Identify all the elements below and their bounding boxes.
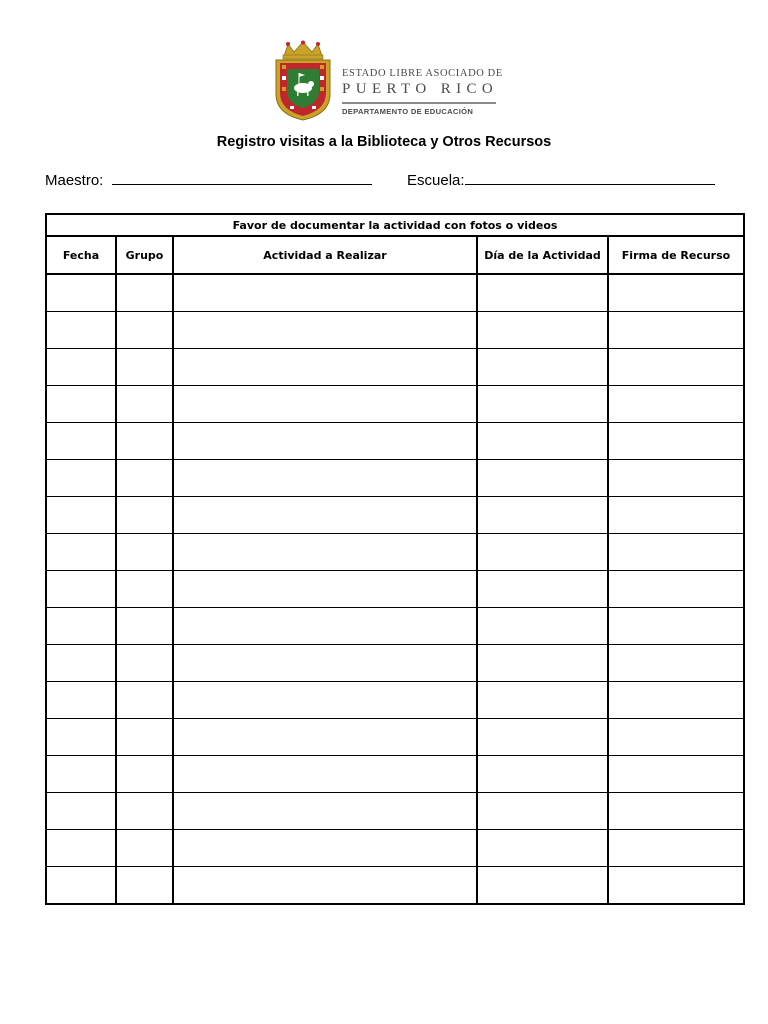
agency-line-puerto-rico: PUERTO RICO [342, 81, 499, 97]
cell-grupo[interactable] [116, 460, 173, 497]
cell-firma[interactable] [608, 608, 744, 645]
cell-firma[interactable] [608, 534, 744, 571]
maestro-label: Maestro: [45, 172, 108, 189]
cell-dia[interactable] [477, 867, 608, 905]
cell-dia[interactable] [477, 608, 608, 645]
cell-dia[interactable] [477, 756, 608, 793]
cell-actividad[interactable] [173, 793, 477, 830]
cell-fecha[interactable] [46, 608, 116, 645]
cell-firma[interactable] [608, 682, 744, 719]
cell-actividad[interactable] [173, 386, 477, 423]
cell-actividad[interactable] [173, 867, 477, 905]
cell-grupo[interactable] [116, 830, 173, 867]
cell-actividad[interactable] [173, 534, 477, 571]
cell-fecha[interactable] [46, 386, 116, 423]
agency-line-department: DEPARTAMENTO DE EDUCACIÓN [342, 106, 474, 116]
cell-dia[interactable] [477, 719, 608, 756]
cell-firma[interactable] [608, 571, 744, 608]
table-row [46, 534, 744, 571]
cell-fecha[interactable] [46, 460, 116, 497]
cell-dia[interactable] [477, 274, 608, 312]
agency-name [342, 67, 503, 118]
cell-dia[interactable] [477, 645, 608, 682]
cell-fecha[interactable] [46, 793, 116, 830]
cell-actividad[interactable] [173, 830, 477, 867]
cell-actividad[interactable] [173, 312, 477, 349]
cell-firma[interactable] [608, 460, 744, 497]
cell-grupo[interactable] [116, 534, 173, 571]
cell-firma[interactable] [608, 497, 744, 534]
cell-dia[interactable] [477, 423, 608, 460]
header-row [46, 236, 744, 274]
cell-fecha[interactable] [46, 645, 116, 682]
cell-fecha[interactable] [46, 719, 116, 756]
cell-fecha[interactable] [46, 682, 116, 719]
cell-grupo[interactable] [116, 793, 173, 830]
cell-fecha[interactable] [46, 571, 116, 608]
cell-grupo[interactable] [116, 349, 173, 386]
cell-fecha[interactable] [46, 756, 116, 793]
cell-grupo[interactable] [116, 497, 173, 534]
cell-grupo[interactable] [116, 608, 173, 645]
cell-firma[interactable] [608, 349, 744, 386]
visit-log-body [46, 274, 744, 904]
cell-grupo[interactable] [116, 274, 173, 312]
cell-dia[interactable] [477, 497, 608, 534]
cell-grupo[interactable] [116, 645, 173, 682]
maestro-blank-line[interactable] [112, 172, 372, 185]
agency-line-state: ESTADO LIBRE ASOCIADO DE [342, 68, 503, 79]
escuela-field [407, 172, 715, 189]
cell-firma[interactable] [608, 423, 744, 460]
cell-grupo[interactable] [116, 756, 173, 793]
cell-actividad[interactable] [173, 423, 477, 460]
cell-firma[interactable] [608, 645, 744, 682]
cell-firma[interactable] [608, 312, 744, 349]
cell-actividad[interactable] [173, 645, 477, 682]
cell-actividad[interactable] [173, 349, 477, 386]
table-row [46, 867, 744, 905]
cell-fecha[interactable] [46, 497, 116, 534]
cell-dia[interactable] [477, 312, 608, 349]
cell-firma[interactable] [608, 386, 744, 423]
column-header-dia: Día de la Actividad [477, 236, 608, 274]
cell-firma[interactable] [608, 719, 744, 756]
cell-fecha[interactable] [46, 312, 116, 349]
cell-actividad[interactable] [173, 756, 477, 793]
table-row [46, 274, 744, 312]
cell-firma[interactable] [608, 756, 744, 793]
cell-dia[interactable] [477, 534, 608, 571]
column-header-fecha: Fecha [46, 236, 116, 274]
cell-grupo[interactable] [116, 423, 173, 460]
coat-of-arms-icon [270, 40, 336, 122]
cell-fecha[interactable] [46, 349, 116, 386]
document-title: Registro visitas a la Biblioteca y Otros Recursos [216, 134, 552, 150]
visit-log-table [45, 213, 745, 905]
cell-grupo[interactable] [116, 312, 173, 349]
cell-grupo[interactable] [116, 571, 173, 608]
cell-fecha[interactable] [46, 867, 116, 905]
cell-firma[interactable] [608, 867, 744, 905]
table-row [46, 386, 744, 423]
cell-dia[interactable] [477, 793, 608, 830]
cell-actividad[interactable] [173, 682, 477, 719]
cell-actividad[interactable] [173, 497, 477, 534]
escuela-blank-line[interactable] [465, 172, 715, 185]
table-row [46, 793, 744, 830]
column-header-firma: Firma de Recurso [608, 236, 744, 274]
table-row [46, 682, 744, 719]
cell-fecha[interactable] [46, 830, 116, 867]
table-row [46, 756, 744, 793]
photo-video-notice: Favor de documentar la actividad con fotos o videos [46, 214, 744, 236]
cell-grupo[interactable] [116, 386, 173, 423]
table-row [46, 497, 744, 534]
table-row [46, 608, 744, 645]
cell-grupo[interactable] [116, 682, 173, 719]
maestro-field [45, 172, 372, 189]
column-header-actividad: Actividad a Realizar [173, 236, 477, 274]
cell-actividad[interactable] [173, 571, 477, 608]
cell-firma[interactable] [608, 274, 744, 312]
cell-actividad[interactable] [173, 460, 477, 497]
cell-fecha[interactable] [46, 274, 116, 312]
table-row [46, 312, 744, 349]
table-row [46, 460, 744, 497]
escuela-label: Escuela: [407, 172, 465, 189]
table-row [46, 349, 744, 386]
table-row [46, 571, 744, 608]
column-header-grupo: Grupo [116, 236, 173, 274]
cell-dia[interactable] [477, 386, 608, 423]
cell-dia[interactable] [477, 830, 608, 867]
agency-divider [342, 102, 496, 104]
cell-firma[interactable] [608, 793, 744, 830]
table-row [46, 423, 744, 460]
cell-dia[interactable] [477, 460, 608, 497]
cell-actividad[interactable] [173, 608, 477, 645]
cell-dia[interactable] [477, 349, 608, 386]
cell-actividad[interactable] [173, 274, 477, 312]
cell-dia[interactable] [477, 571, 608, 608]
cell-dia[interactable] [477, 682, 608, 719]
cell-fecha[interactable] [46, 534, 116, 571]
agency-header [270, 40, 510, 122]
table-row [46, 830, 744, 867]
cell-grupo[interactable] [116, 867, 173, 905]
cell-actividad[interactable] [173, 719, 477, 756]
cell-fecha[interactable] [46, 423, 116, 460]
cell-firma[interactable] [608, 830, 744, 867]
table-row [46, 645, 744, 682]
table-row [46, 719, 744, 756]
notice-row [46, 214, 744, 236]
cell-grupo[interactable] [116, 719, 173, 756]
